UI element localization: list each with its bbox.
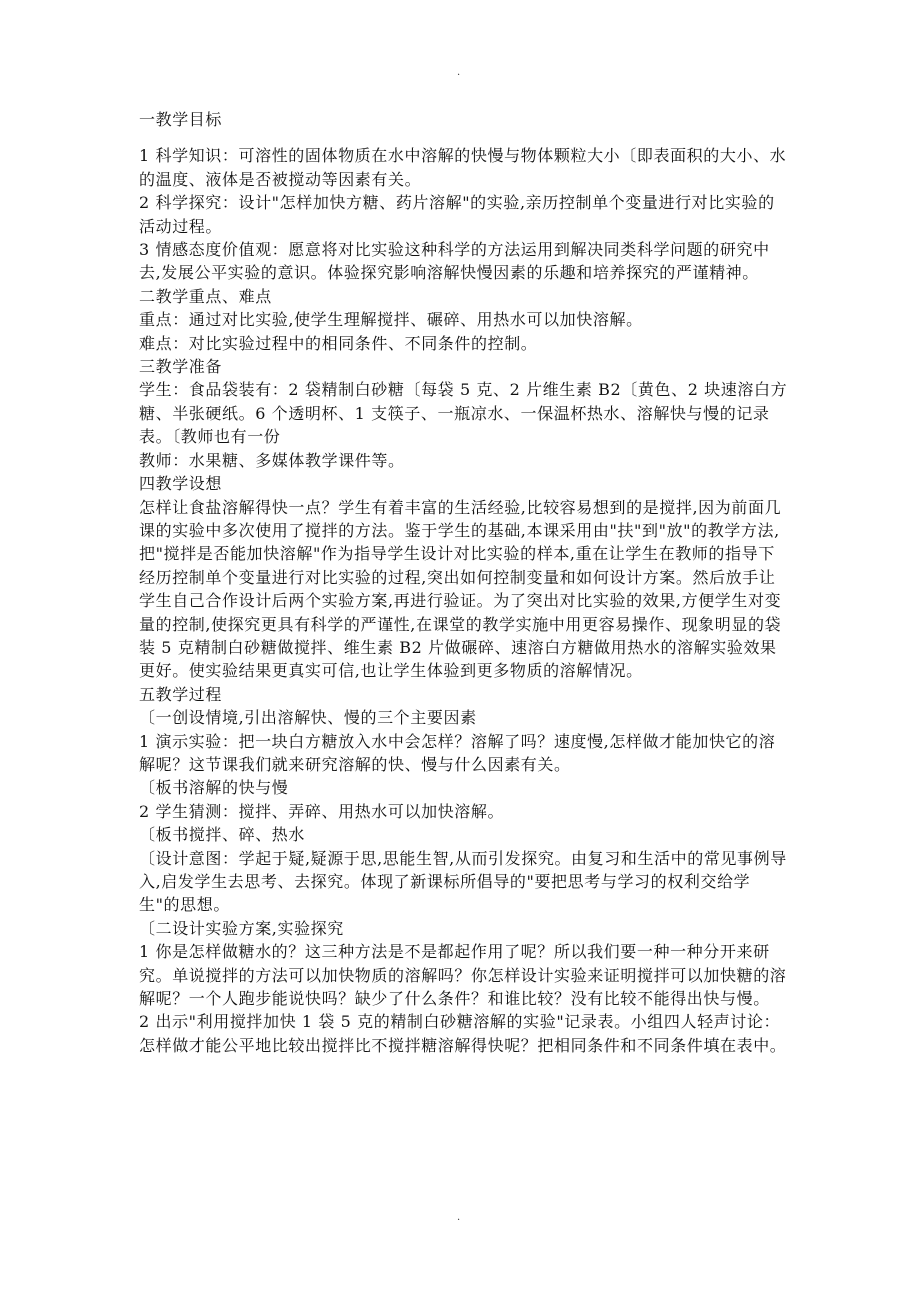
paragraph: 学生：食品袋装有：2 袋精制白砂糖〔每袋 5 克、2 片维生素 B2〔黄色、2 块速溶白方糖、半张硬纸。6 个透明杯、1 支筷子、一瓶凉水、一保温杯热水、溶解快与慢的记录表。〔教师也有一份 xyxy=(139,380,788,447)
paragraph: 3 情感态度价值观：愿意将对比实验这种科学的方法运用到解决同类科学问题的研究中去,发展公平实验的意识。体验探究影响溶解快慢因素的乐趣和培养探究的严谨精神。 xyxy=(139,240,770,283)
paragraph: 〔一创设情境,引出溶解快、慢的三个主要因素 xyxy=(139,708,477,728)
section-heading: 三教学准备 xyxy=(139,357,223,377)
section-heading: 四教学设想 xyxy=(139,474,223,494)
paragraph: 怎样让食盐溶解得快一点？学生有着丰富的生活经验,比较容易想到的是搅拌,因为前面几课的实验中多次使用了搅拌的方法。鉴于学生的基础,本课采用由"扶"到"放"的教学方法,把"搅拌是否能加快溶解"作为指导学生设计对比实验的样本,重在让学生在教师的指导下经历控制单个变量进行对比实验的过程,突出如何控制变量和如何设计方案。然后放手让学生自己合作设计后两个实验方案,再进行验证。为了突出对比实验的效果,方便学生对变量的控制,使探究更具有科学的严谨性,在课堂的教学实施中用更容易操作、现象明显的袋装 5 克精制白砂糖做搅拌、维生素 B2 片做碾碎、速溶白方糖做用热水的溶解实验效果更好。使实验结果更真实可信,也让学生体验到更多物质的溶解情况。 xyxy=(139,497,782,681)
paragraph: 2 科学探究：设计"怎样加快方糖、药片溶解"的实验,亲历控制单个变量进行对比实验的活动过程。 xyxy=(139,193,775,236)
paragraph: 2 学生猜测：搅拌、弄碎、用热水可以加快溶解。 xyxy=(139,801,505,821)
paragraph: 1 科学知识：可溶性的固体物质在水中溶解的快慢与物体颗粒大小〔即表面积的大小、水的温度、液体是否被搅动等因素有关。 xyxy=(139,146,787,189)
document-body xyxy=(139,108,789,1057)
paragraph: 〔板书搅拌、碎、热水 xyxy=(139,825,306,845)
paragraph: 教师：水果糖、多媒体教学课件等。 xyxy=(139,450,405,470)
paragraph: 〔板书溶解的快与慢 xyxy=(139,778,289,798)
section-heading: 五教学过程 xyxy=(139,684,223,704)
paragraph: 〔二设计实验方案,实验探究 xyxy=(139,918,344,938)
paragraph: 1 演示实验：把一块白方糖放入水中会怎样？溶解了吗？速度慢,怎样做才能加快它的溶解呢？这节课我们就来研究溶解的快、慢与什么因素有关。 xyxy=(139,731,776,774)
section-heading: 二教学重点、难点 xyxy=(139,286,272,306)
paragraph: 〔设计意图：学起于疑,疑源于思,思能生智,从而引发探究。由复习和生活中的常见事例导入,启发学生去思考、去探究。体现了新课标所倡导的"要把思考与学习的权利交给学生"的思想。 xyxy=(139,848,787,915)
paragraph: 1 你是怎样做糖水的？这三种方法是不是都起作用了呢？所以我们要一种一种分开来研究。单说搅拌的方法可以加快物质的溶解吗？你怎样设计实验来证明搅拌可以加快糖的溶解呢？一个人跑步能说快吗？缺少了什么条件？和谁比较？没有比较不能得出快与慢。 xyxy=(139,942,787,1009)
section-heading: 一教学目标 xyxy=(139,110,223,129)
paragraph: 2 出示"利用搅拌加快 1 袋 5 克的精制白砂糖溶解的实验"记录表。小组四人轻声讨论：怎样做才能公平地比较出搅拌比不搅拌糖溶解得快呢？把相同条件和不同条件填在表中。 xyxy=(139,1012,787,1055)
paragraph: 重点：通过对比实验,使学生理解搅拌、碾碎、用热水可以加快溶解。 xyxy=(139,310,643,330)
page-footer-dot: . xyxy=(457,1212,461,1223)
page-header-dot: . xyxy=(457,67,461,78)
paragraph: 难点：对比实验过程中的相同条件、不同条件的控制。 xyxy=(139,333,538,353)
